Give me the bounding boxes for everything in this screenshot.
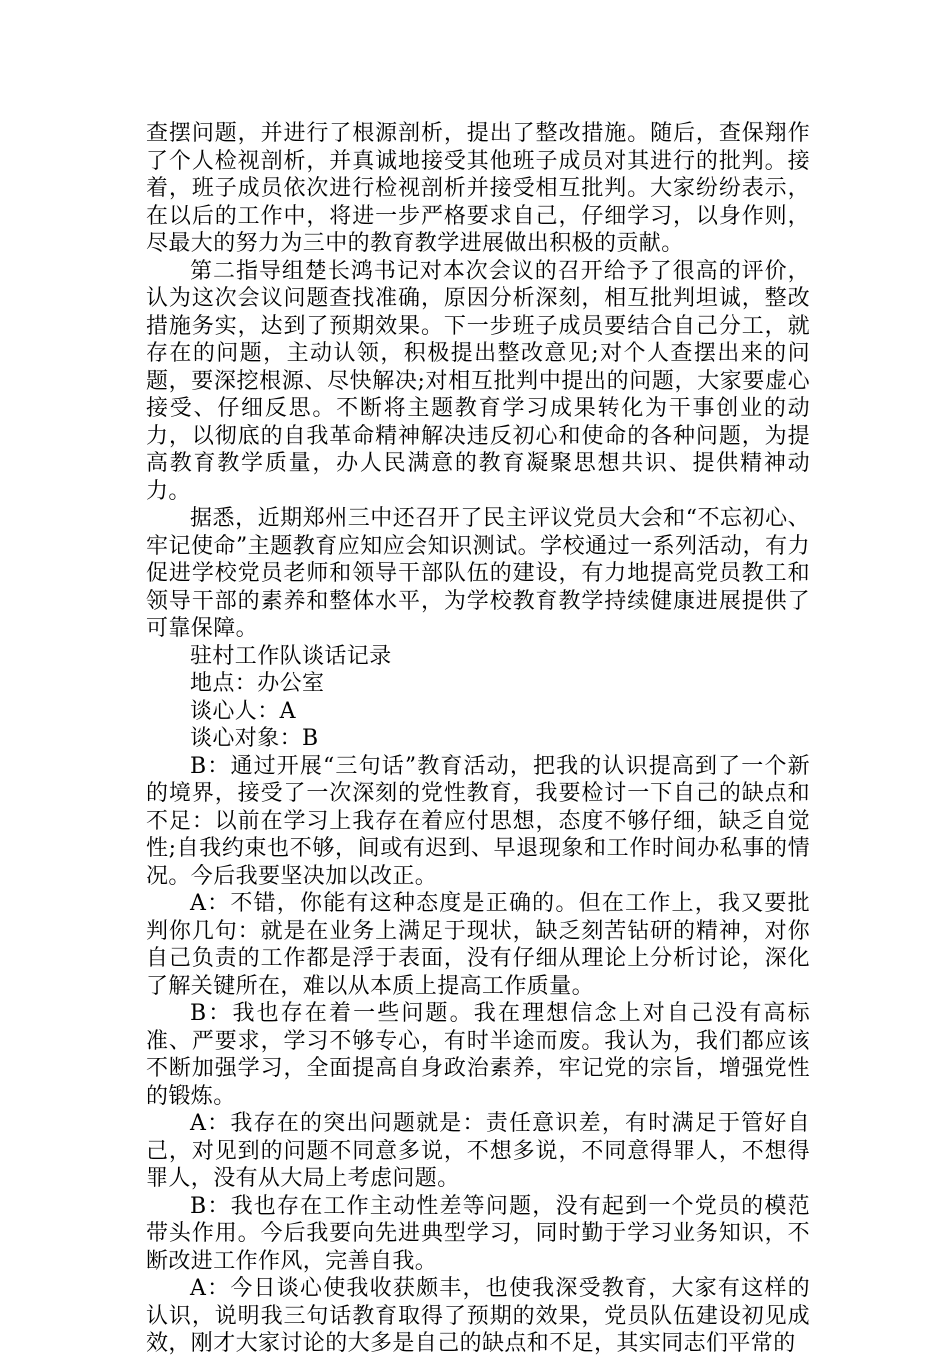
dialogue-b-2: B：我也存在着一些问题。我在理想信念上对自己没有高标准、严要求，学习不够专心，有时半途而废。我认为，我们都应该不断加强学习，全面提高自身政治素养，牢记党的宗旨，增强党性的锻炼。	[146, 1001, 810, 1109]
dialogue-a-2: A：我存在的突出问题就是：责任意识差，有时满足于管好自己，对见到的问题不同意多说，不想多说，不同意得罪人，不想得罪人，没有从大局上考虑问题。	[146, 1111, 810, 1191]
paragraph-rectification-summary: 查摆问题，并进行了根源剖析，提出了整改措施。随后，查保翔作了个人检视剖析，并真诚地接受其他班子成员对其进行的批判。接着，班子成员依次进行检视剖析并接受相互批判。大家纷纷表示，在以后的工作中，将进一步严格要求自己，仔细学习，以身作则，尽最大的努力为三中的教育教学进展做出积极的贡献。	[146, 121, 810, 256]
dialogue-b-1: B：通过开展“三句话”教育活动，把我的认识提高到了一个新的境界，接受了一次深刻的党性教育，我要检讨一下自己的缺点和不足：以前在学习上我存在着应付思想，态度不够仔细，缺乏自觉性;自我约束也不够，间或有迟到、早退现象和工作时间办私事的情况。今后我要坚决加以改正。	[146, 753, 810, 889]
dialogue-b-3: B：我也存在工作主动性差等问题，没有起到一个党员的模范带头作用。今后我要向先进典型学习，同时勤于学习业务知识，不断改进工作作风，完善自我。	[146, 1193, 810, 1274]
paragraph-guidance-evaluation: 第二指导组楚长鸿书记对本次会议的召开给予了很高的评价，认为这次会议问题查找准确，原因分析深刻，相互批判坦诚，整改措施务实，达到了预期效果。下一步班子成员要结合自己分工，就存在的问题，主动认领，积极提出整改意见;对个人查摆出来的问题，要深挖根源、尽快解决;对相互批判中提出的问题，大家要虚心接受、仔细反思。不断将主题教育学习成果转化为干事创业的动力，以彻底的自我革命精神解决违反初心和使命的各种问题，为提高教育教学质量，办人民满意的教育凝聚思想共识、提供精神动力。	[146, 258, 810, 504]
document-page	[146, 120, 810, 1358]
dialogue-a-3: A：今日谈心使我收获颇丰，也使我深受教育，大家有这样的认识，说明我三句话教育取得了预期的效果，党员队伍建设初见成效，刚才大家讨论的大多是自己的缺点和不足，其实同志们平常的	[146, 1276, 810, 1356]
paragraph-school-activities: 据悉，近期郑州三中还召开了民主评议党员大会和“不忘初心、牢记使命”主题教育应知应会知识测试。学校通过一系列活动，有力促进学校党员老师和领导干部队伍的建设，有力地提高党员教工和领导干部的素养和整体水平，为学校教育教学持续健康进展提供了可靠保障。	[146, 506, 810, 641]
dialogue-a-1: A：不错，你能有这种态度是正确的。但在工作上，我又要批判你几句：就是在业务上满足于现状，缺乏刻苦钻研的精神，对你自己负责的工作都是浮于表面，没有仔细从理论上分析讨论，深化了解关键所在，难以从本质上提高工作质量。	[146, 891, 810, 999]
record-listener: 谈心对象：B	[190, 726, 319, 751]
record-title: 驻村工作队谈话记录	[190, 643, 392, 669]
record-location: 地点：办公室	[190, 671, 325, 696]
record-speaker: 谈心人：A	[190, 698, 296, 724]
